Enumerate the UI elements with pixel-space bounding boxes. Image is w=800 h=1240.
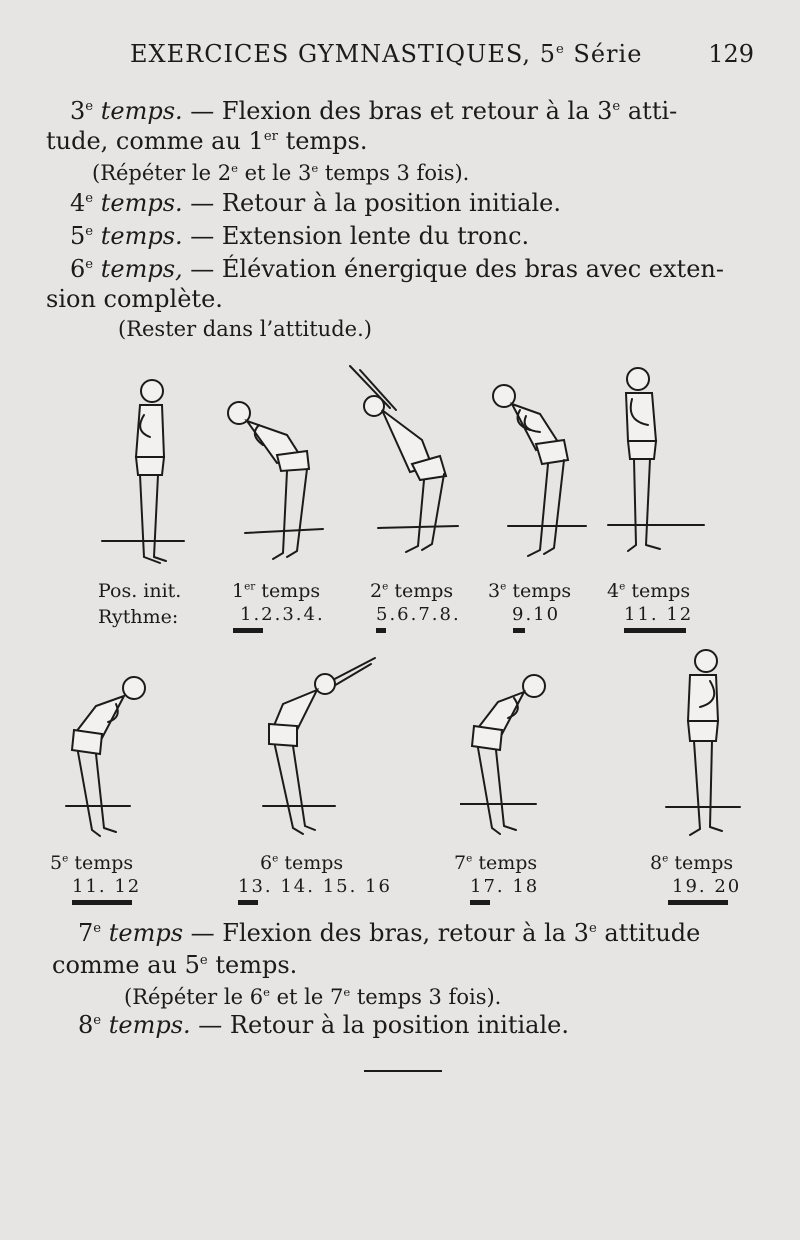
- rhythm-temps-1: 1.2.3.4.: [240, 604, 325, 625]
- rhythm-temps-4: 11. 12: [624, 604, 694, 625]
- header-title: EXERCICES GYMNASTIQUES, 5e Série: [130, 40, 643, 68]
- para1-line2: tude, comme au 1er temps.: [46, 127, 368, 155]
- caption-temps-2: 2e temps: [370, 580, 454, 602]
- figure-temps-8: [660, 645, 750, 845]
- caption-temps-7: 7e temps: [454, 852, 538, 874]
- para1-line4: 4e temps. — Retour à la position initiale.: [70, 189, 561, 217]
- para2-line3: (Répéter le 6e et le 7e temps 3 fois).: [124, 985, 502, 1009]
- figure-temps-3: [480, 380, 590, 570]
- figure-temps-6: [255, 650, 385, 850]
- rhythm-bar-3: [513, 628, 525, 633]
- para1-line7: sion complète.: [46, 285, 223, 313]
- para1-line1: 3e temps. — Flexion des bras et retour à la 3e atti-: [70, 97, 678, 125]
- page-number: 129: [708, 40, 754, 68]
- para1-line6: 6e temps, — Élévation énergique des bras avec exten-: [70, 255, 724, 283]
- rhythm-bar-4: [624, 628, 686, 633]
- rhythm-bar-5: [72, 900, 132, 905]
- para2-line4: 8e temps. — Retour à la position initiale.: [78, 1011, 569, 1039]
- rhythm-bar-1: [233, 628, 263, 633]
- section-end-rule: [364, 1070, 442, 1072]
- caption-temps-5: 5e temps: [50, 852, 134, 874]
- figure-initial-position: [100, 375, 190, 575]
- caption-temps-3: 3e temps: [488, 580, 572, 602]
- figure-temps-7: [460, 668, 560, 850]
- rhythm-temps-2: 5.6.7.8.: [376, 604, 461, 625]
- rhythm-temps-8: 19. 20: [672, 876, 742, 897]
- figure-temps-1: [215, 395, 325, 575]
- rhythm-temps-3: 9.10: [512, 604, 561, 625]
- figure-temps-2: [340, 360, 460, 570]
- para1-line5: 5e temps. — Extension lente du tronc.: [70, 222, 530, 250]
- caption-temps-8: 8e temps: [650, 852, 734, 874]
- caption-temps-6: 6e temps: [260, 852, 344, 874]
- rhythm-label: Rythme:: [98, 606, 179, 628]
- caption-temps-1: 1er temps: [232, 580, 321, 602]
- rhythm-bar-7: [470, 900, 490, 905]
- running-header: [0, 40, 800, 80]
- figure-temps-5: [60, 670, 160, 850]
- rhythm-bar-8: [668, 900, 728, 905]
- para2-line1: 7e temps — Flexion des bras, retour à la 3e attitude: [78, 919, 701, 947]
- rhythm-bar-2: [376, 628, 386, 633]
- rhythm-bar-6: [238, 900, 258, 905]
- para2-line2: comme au 5e temps.: [52, 951, 298, 979]
- rhythm-temps-7: 17. 18: [470, 876, 540, 897]
- para1-line3: (Répéter le 2e et le 3e temps 3 fois).: [92, 161, 470, 185]
- figure-temps-4: [600, 365, 710, 565]
- rhythm-temps-5: 11. 12: [72, 876, 142, 897]
- rhythm-temps-6: 13. 14. 15. 16: [238, 876, 392, 897]
- para1-line8: (Rester dans l’attitude.): [118, 317, 372, 341]
- caption-initial: Pos. init.: [98, 580, 182, 602]
- caption-temps-4: 4e temps: [607, 580, 691, 602]
